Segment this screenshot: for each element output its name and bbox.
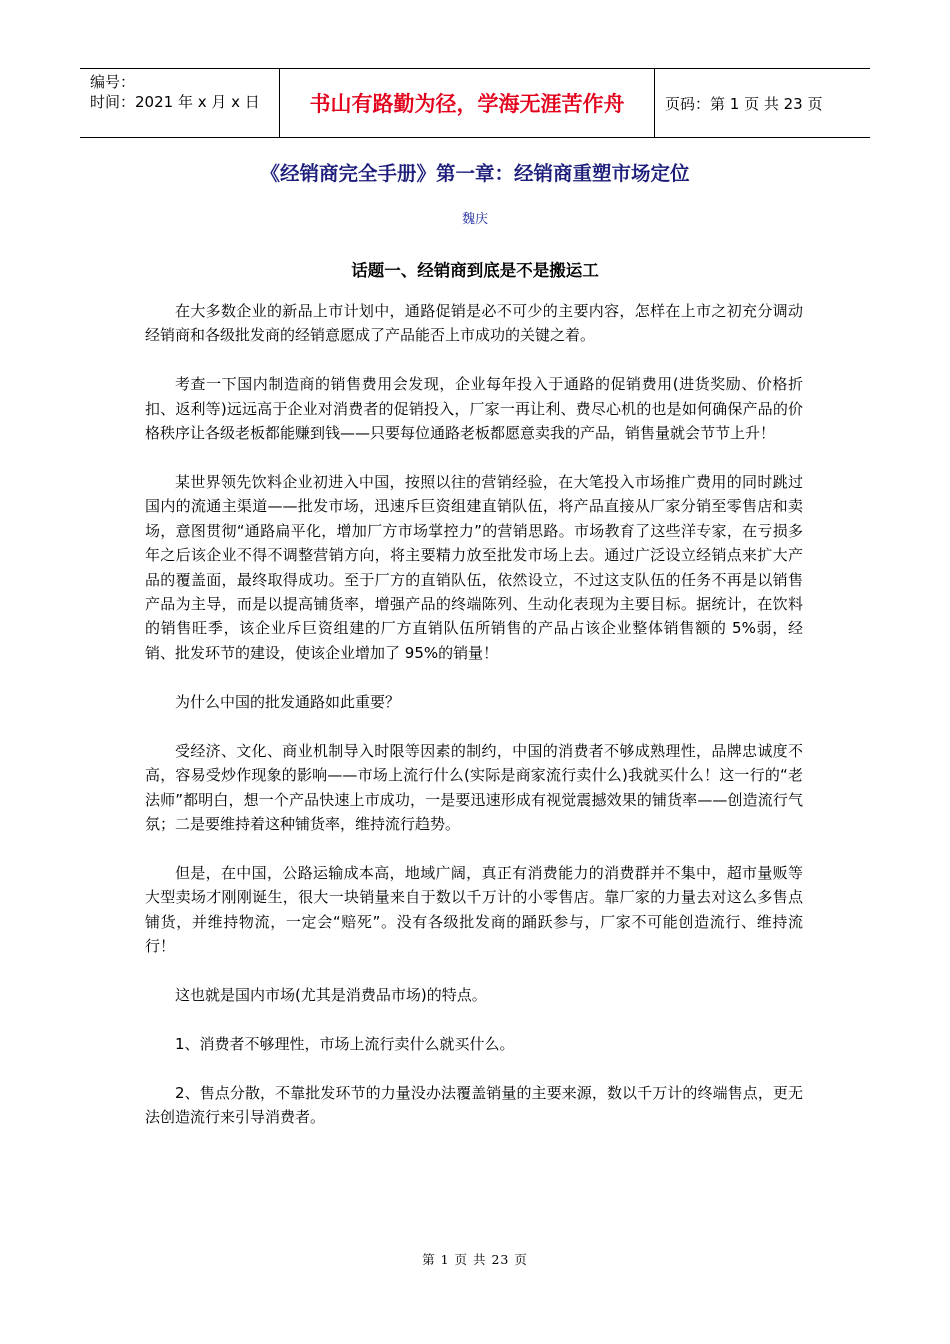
body-paragraph: 为什么中国的批发通路如此重要？ [175,692,401,711]
document-author: 魏庆 [461,212,488,227]
body-paragraph: 在大多数企业的新品上市计划中，通路促销是必不可少的主要内容，怎样在上市之初充分调动经销商和各级批发商的经销意愿成了产品能否上市成功的关键之着。 [145,302,803,345]
body-paragraph: 某世界领先饮料企业初进入中国，按照以往的营销经验，在大笔投入市场推广费用的同时跳过国内的流通主渠道——批发市场，迅速斥巨资组建直销队伍，将产品直接从厂家分销至零售店和卖场，意图贯彻“通路扁平化，增加厂方市场掌控力”的营销思路。市场教育了这些洋专家，在亏损多年之后该企业不得不调整营销方向，将主要精力放至批发市场上去。通过广泛设立经销点来扩大产品的覆盖面，最终取得成功。至于厂方的直销队伍，依然设立，不过这支队伍的任务不再是以销售产品为主导，而是以提高铺货率，增强产品的终端陈列、生动化表现为主要目标。据统计，在饮料的销售旺季，该企业斥巨资组建的厂方直销队伍所销售的产品占该企业整体销售额的 5%弱，经销、批发环节的建设，使该企业增加了 95%的销量！ [145,473,803,662]
header-motto: 书山有路勤为径，学海无涯苦作舟 [280,69,655,137]
topic-heading: 话题一、经销商到底是不是搬运工 [351,261,599,280]
document-date: 时间：2021 年 x 月 x 日 [90,93,260,111]
header-meta [80,69,280,137]
page-header [80,68,870,138]
body-paragraph: 受经济、文化、商业机制导入时限等因素的制约，中国的消费者不够成熟理性，品牌忠诚度不高，容易受炒作现象的影响——市场上流行什么(实际是商家流行卖什么)我就买什么！这一行的“老法师”都明白，想一个产品快速上市成功，一是要迅速形成有视觉震撼效果的铺货率——创造流行气氛；二是要维持着这种铺货率，维持流行趋势。 [145,741,803,833]
body-paragraph: 这也就是国内市场(尤其是消费品市场)的特点。 [175,985,487,1004]
body-paragraph: 1、消费者不够理性，市场上流行卖什么就买什么。 [175,1034,515,1053]
document-body [145,299,803,1154]
body-paragraph: 2、售点分散，不靠批发环节的力量没办法覆盖销量的主要来源，数以千万计的终端售点，更无法创造流行来引导消费者。 [145,1083,803,1127]
header-page-info: 页码：第 1 页 共 23 页 [665,94,823,113]
document-number-label: 编号： [90,73,136,91]
document-title: 《经销商完全手册》第一章：经销商重塑市场定位 [260,162,690,185]
body-paragraph: 考查一下国内制造商的销售费用会发现，企业每年投入于通路的促销费用(进货奖励、价格折扣、返利等)远远高于企业对消费者的促销投入，厂家一再让利、费尽心机的也是如何确保产品的价格秩序让各级老板都能赚到钱——只要每位通路老板都愿意卖我的产品，销售量就会节节上升！ [145,375,803,443]
page-footer: 第 1 页 共 23 页 [422,1252,528,1267]
body-paragraph: 但是，在中国，公路运输成本高，地域广阔，真正有消费能力的消费群并不集中，超市量贩等大型卖场才刚刚诞生，很大一块销量来自于数以千万计的小零售店。靠厂家的力量去对这么多售点铺货，并维持物流，一定会“赔死”。没有各级批发商的踊跃参与，厂家不可能创造流行、维持流行！ [145,863,803,956]
